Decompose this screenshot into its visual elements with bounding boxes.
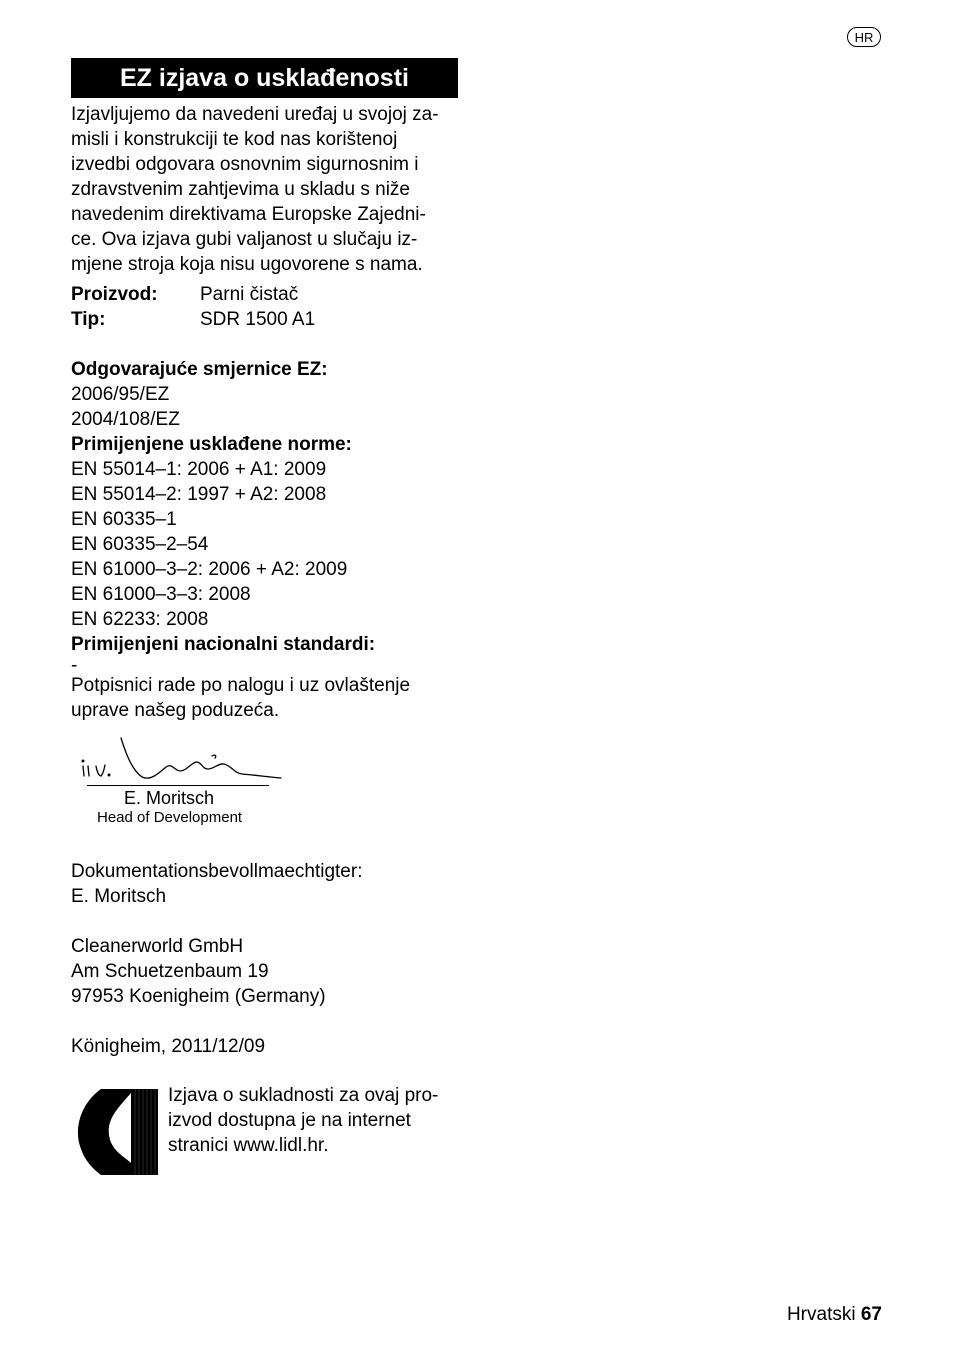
company-address bbox=[71, 934, 326, 1009]
language-badge: HR bbox=[847, 27, 881, 47]
type-row bbox=[71, 307, 315, 332]
availability-line: stranici www.lidl.hr. bbox=[168, 1135, 329, 1156]
national-value: - bbox=[71, 655, 78, 676]
doc-rep-name: E. Moritsch bbox=[71, 886, 167, 907]
type-label: Tip: bbox=[71, 309, 106, 330]
norm-item: EN 60335–1 bbox=[71, 509, 177, 530]
intro-line: izvedbi odgovara osnovnim sigurnosnim i bbox=[71, 154, 419, 175]
place-date-text: Königheim, 2011/12/09 bbox=[71, 1036, 266, 1057]
directives-heading: Odgovarajuće smjernice EZ: bbox=[71, 359, 328, 380]
standards-section bbox=[71, 357, 375, 657]
norm-item: EN 55014–1: 2006 + A1: 2009 bbox=[71, 459, 327, 480]
signatory-role: Head of Development bbox=[97, 809, 243, 826]
availability-line: Izjava o sukladnosti za ovaj pro- bbox=[168, 1085, 439, 1106]
page-footer bbox=[787, 1303, 882, 1327]
signature-line bbox=[87, 785, 269, 786]
handwritten-signature bbox=[74, 730, 286, 786]
intro-line: mjene stroja koja nisu ugovorene s nama. bbox=[71, 254, 423, 275]
product-label: Proizvod: bbox=[71, 284, 158, 305]
norm-item: EN 62233: 2008 bbox=[71, 609, 209, 630]
norm-item: EN 55014–2: 1997 + A2: 2008 bbox=[71, 484, 327, 505]
norms-heading: Primijenjene usklađene norme: bbox=[71, 434, 352, 455]
intro-line: navedenim direktivama Europske Zajedni- bbox=[71, 204, 426, 225]
doc-rep-label: Dokumentationsbevollmaechtigter: bbox=[71, 861, 363, 882]
norm-item: EN 61000–3–2: 2006 + A2: 2009 bbox=[71, 559, 348, 580]
footer-language: Hrvatski bbox=[786, 1304, 856, 1325]
documentation-representative bbox=[71, 859, 363, 909]
address-line: Cleanerworld GmbH bbox=[71, 936, 244, 957]
address-line: Am Schuetzenbaum 19 bbox=[71, 961, 269, 982]
intro-line: zdravstvenim zahtjevima u skladu s niže bbox=[71, 179, 410, 200]
lidl-document-icon bbox=[71, 1089, 158, 1175]
intro-line: misli i konstrukciji te kod nas korištenoj bbox=[71, 129, 398, 150]
place-date bbox=[71, 1034, 265, 1059]
product-row bbox=[71, 282, 298, 307]
signatories-line: Potpisnici rade po nalogu i uz ovlaštenje bbox=[71, 675, 411, 696]
signatory-name: E. Moritsch bbox=[123, 788, 215, 808]
type-value: SDR 1500 A1 bbox=[200, 309, 316, 330]
online-availability-note bbox=[168, 1083, 438, 1158]
page-number: 67 bbox=[860, 1304, 882, 1325]
address-line: 97953 Koenigheim (Germany) bbox=[71, 986, 326, 1007]
page-title: EZ izjava o usklađenosti bbox=[71, 58, 458, 98]
norm-item: EN 61000–3–3: 2008 bbox=[71, 584, 251, 605]
norm-item: EN 60335–2–54 bbox=[71, 534, 209, 555]
declaration-intro bbox=[71, 102, 463, 277]
directive-item: 2006/95/EZ bbox=[71, 384, 170, 405]
signatories-line: uprave našeg poduzeća. bbox=[71, 700, 280, 721]
national-heading: Primijenjeni nacionalni standardi: bbox=[71, 634, 376, 655]
intro-line: Izjavljujemo da navedeni uređaj u svojoj za- bbox=[71, 104, 439, 125]
intro-line: ce. Ova izjava gubi valjanost u slučaju iz- bbox=[71, 229, 418, 250]
product-value: Parni čistač bbox=[200, 284, 299, 305]
directive-item: 2004/108/EZ bbox=[71, 409, 180, 430]
signatories-note bbox=[71, 673, 410, 723]
availability-line: izvod dostupna je na internet bbox=[168, 1110, 411, 1131]
